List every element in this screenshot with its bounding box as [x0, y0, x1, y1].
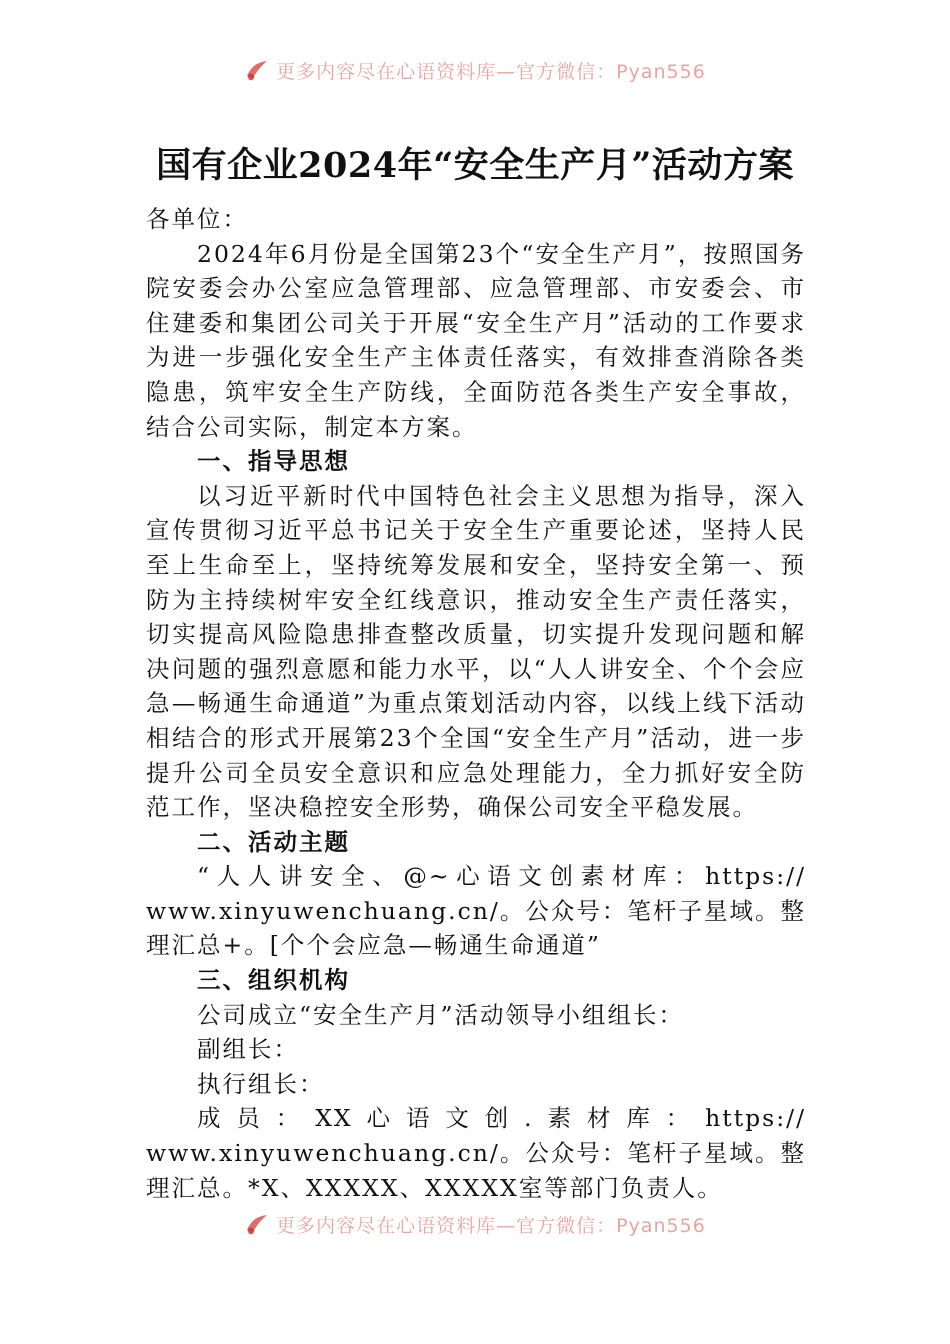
document-body — [146, 202, 806, 1205]
organization-deputy-line: 副组长： — [197, 1035, 299, 1064]
intro-paragraph: 2024年6月份是全国第23个“安全生产月”，按照国务院安委会办公室应急管理部、应急管理部、市安委会、市住建委和集团公司关于开展“安全生产月”活动的工作要求为进一步强化安全生产主体责任落实，有效排查消除各类隐患，筑牢安全生产防线，全面防范各类生产安全事故，结合公司实际，制定本方案。 — [146, 239, 806, 441]
brush-logo-icon — [244, 58, 270, 82]
watermark-text: 更多内容尽在心语资料库—官方微信：Pyan556 — [276, 1214, 706, 1237]
section-heading-activity-theme: 二、活动主题 — [197, 827, 350, 856]
guiding-ideology-paragraph: 以习近平新时代中国特色社会主义思想为指导，深入宣传贯彻习近平总书记关于安全生产重要论述，坚持人民至上生命至上，坚持统筹发展和安全，坚持安全第一、预防为主持续树牢安全红线意识，推动安全生产责任落实，切实提高风险隐患排查整改质量，切实提升发现问题和解决问题的强烈意愿和能力水平，以“人人讲安全、个个会应急—畅通生命通道”为重点策划活动内容，以线上线下活动相结合的形式开展第23个全国“安全生产月”活动，进一步提升公司全员安全意识和应急处理能力，全力抓好安全防范工作，坚决稳控安全形势，确保公司安全平稳发展。 — [146, 481, 806, 822]
organization-leader-line: 公司成立“安全生产月”活动领导小组组长： — [197, 1000, 685, 1029]
salutation: 各单位： — [146, 205, 248, 233]
watermark-text: 更多内容尽在心语资料库—官方微信：Pyan556 — [276, 60, 706, 83]
brush-logo-icon — [244, 1212, 270, 1236]
activity-theme-continuation: www.xinyuwenchuang.cn/。公众号：笔杆子星域。整理汇总+。[个个会应急—畅通生命通道” — [146, 896, 806, 960]
organization-members-continuation: www.xinyuwenchuang.cn/。公众号：笔杆子星域。整理汇总。*X、XXXXX、XXXXX室等部门负责人。 — [146, 1139, 806, 1202]
watermark-header — [0, 52, 950, 88]
activity-theme-line: “人人讲安全、@~心语文创素材库：https:// — [197, 862, 806, 891]
section-heading-guiding-ideology: 一、指导思想 — [197, 447, 350, 476]
document-title: 国有企业2024年“安全生产月”活动方案 — [156, 145, 794, 186]
section-heading-organization: 三、组织机构 — [197, 966, 350, 995]
watermark-footer — [0, 1206, 950, 1242]
organization-executive-line: 执行组长： — [197, 1069, 325, 1098]
organization-members-line: 成员：XX心语文创.素材库：https:// — [197, 1104, 806, 1133]
